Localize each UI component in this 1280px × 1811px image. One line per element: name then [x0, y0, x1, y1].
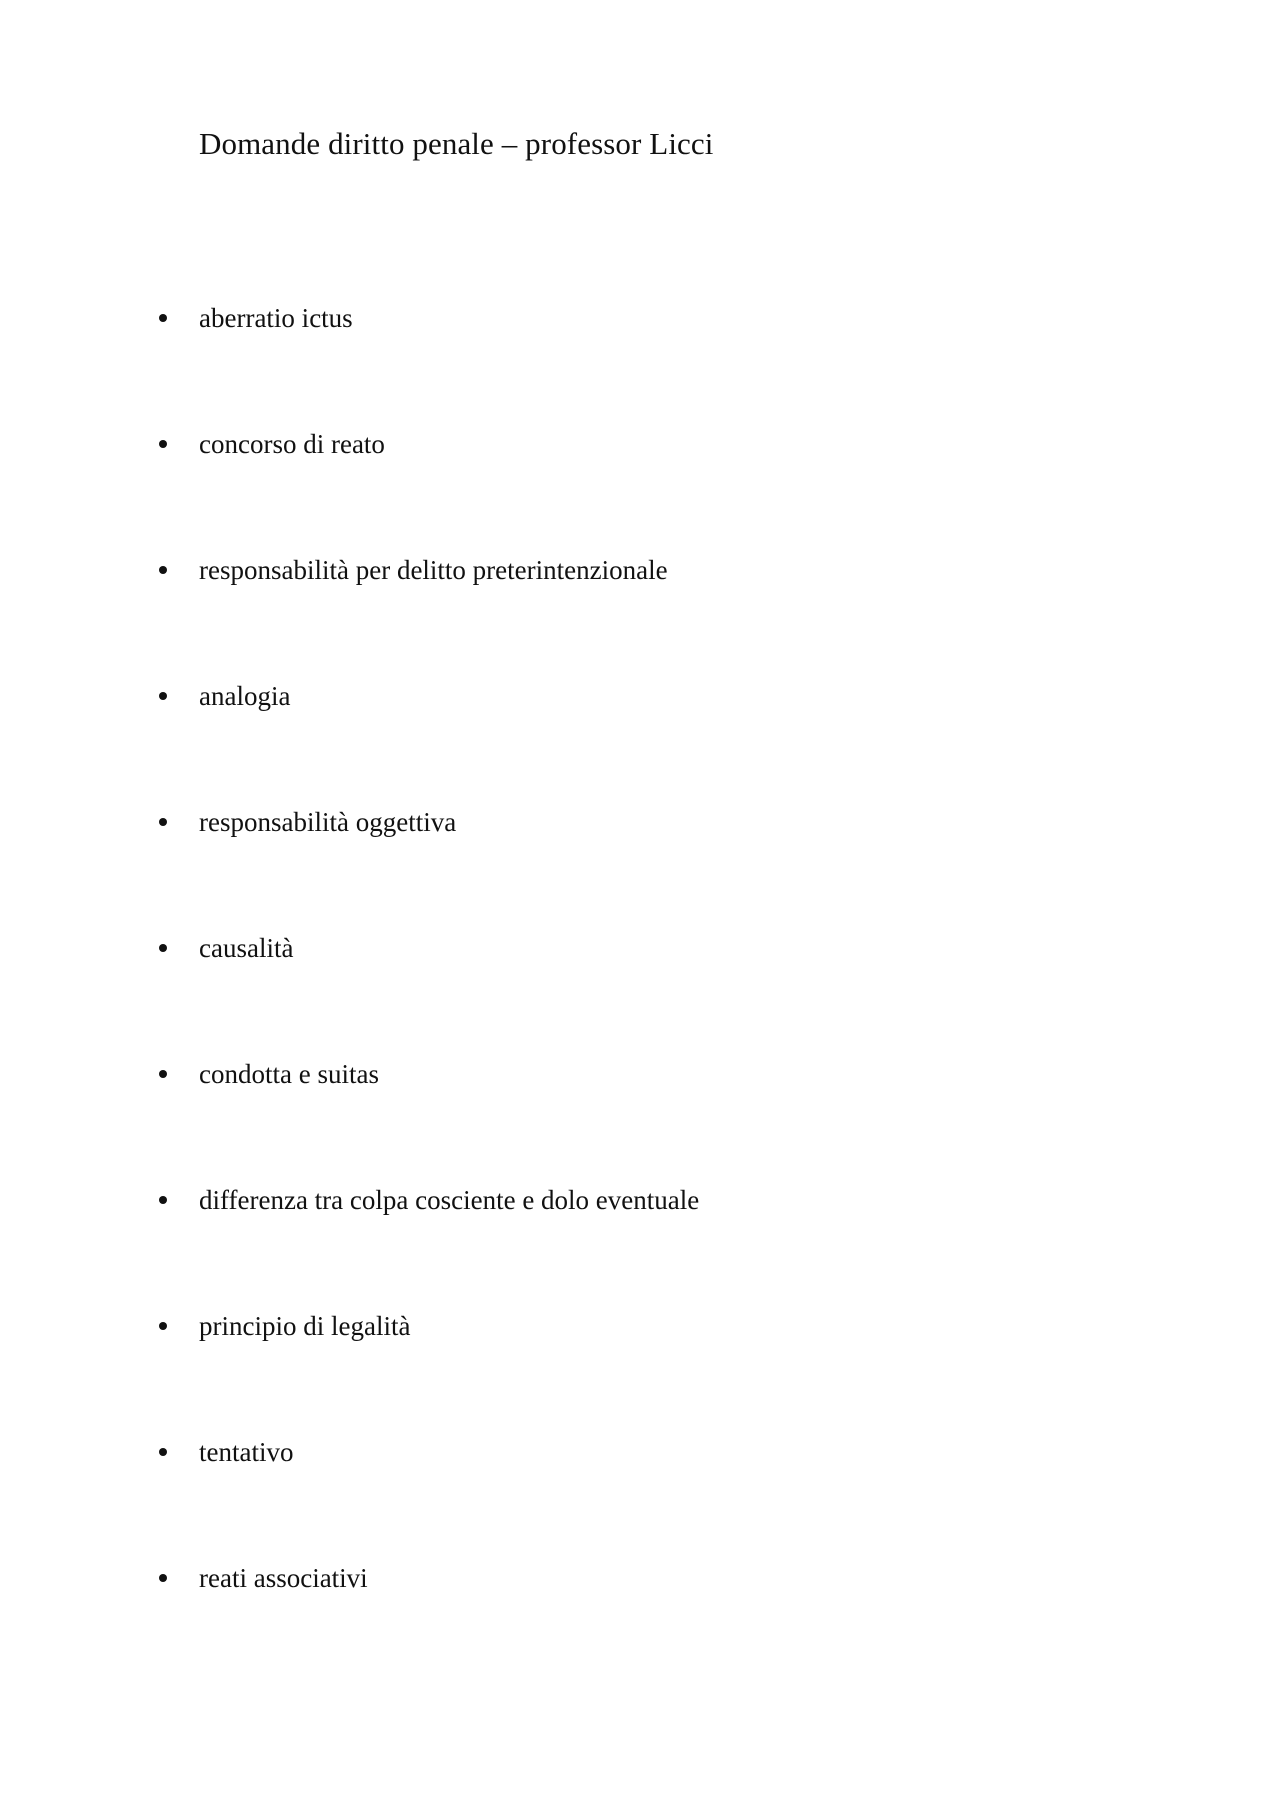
- list-item-text: reati associativi: [199, 1563, 368, 1593]
- list-item-text: analogia: [199, 681, 291, 711]
- list-item: [0, 807, 1280, 936]
- list-item-text: aberratio ictus: [199, 303, 353, 333]
- bullet-icon: [159, 818, 167, 826]
- bullet-icon: [159, 1448, 167, 1456]
- list-item-text: responsabilità per delitto preterintenzionale: [199, 555, 668, 585]
- bullet-icon: [159, 314, 167, 322]
- list-item-text: condotta e suitas: [199, 1059, 379, 1089]
- bullet-icon: [159, 1322, 167, 1330]
- list-item-text: tentativo: [199, 1437, 294, 1467]
- list-item: [0, 1563, 1280, 1692]
- bullet-icon: [159, 944, 167, 952]
- list-item-text: concorso di reato: [199, 429, 385, 459]
- list-item-text: causalità: [199, 933, 294, 963]
- list-item: [0, 681, 1280, 810]
- bullet-icon: [159, 440, 167, 448]
- list-item: [0, 429, 1280, 558]
- list-item: [0, 1185, 1280, 1314]
- list-item: [0, 1311, 1280, 1440]
- list-item: [0, 1059, 1280, 1188]
- list-item: [0, 933, 1280, 1062]
- document-title: Domande diritto penale – professor Licci: [199, 126, 714, 161]
- bullet-icon: [159, 692, 167, 700]
- bullet-icon: [159, 1574, 167, 1582]
- list-item-text: principio di legalità: [199, 1311, 411, 1341]
- bullet-icon: [159, 1070, 167, 1078]
- bullet-icon: [159, 1196, 167, 1204]
- list-item-text: differenza tra colpa cosciente e dolo eventuale: [199, 1185, 700, 1215]
- list-item: [0, 303, 1280, 432]
- list-item: [0, 1437, 1280, 1566]
- question-list: [0, 303, 1280, 1692]
- bullet-icon: [159, 566, 167, 574]
- list-item-text: responsabilità oggettiva: [199, 807, 457, 837]
- list-item: [0, 555, 1280, 684]
